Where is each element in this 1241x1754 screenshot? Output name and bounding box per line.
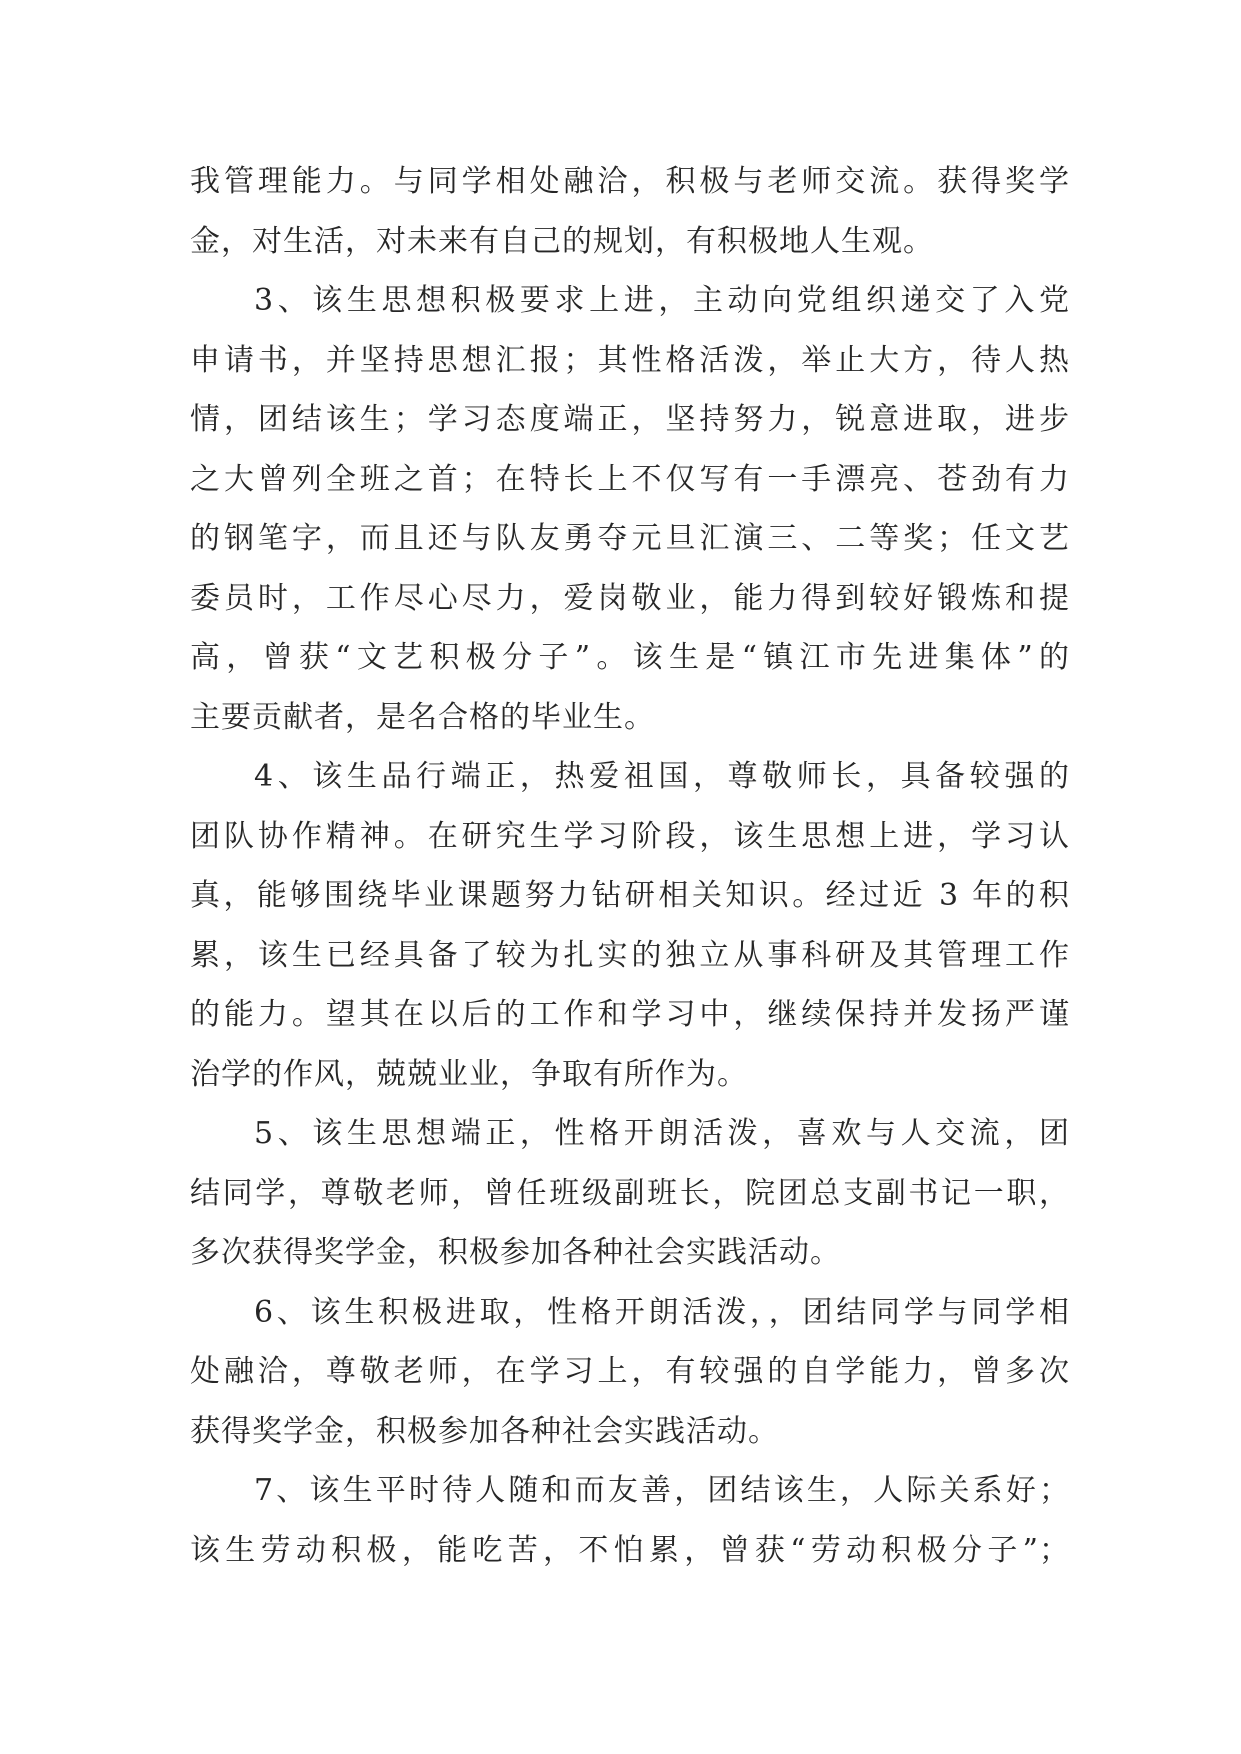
text-line: 6、该生积极进取，性格开朗活泼，，团结同学与同学相 bbox=[254, 1294, 1070, 1330]
text-line: 之大曾列全班之首；在特长上不仅写有一手漂亮、苍劲有力 bbox=[190, 461, 1070, 497]
paragraph-continuation bbox=[190, 152, 1070, 271]
text-line: 4、该生品行端正，热爱祖国，尊敬师长，具备较强的 bbox=[254, 759, 1070, 794]
text-line: 获得奖学金，积极参加各种社会实践活动。 bbox=[190, 1413, 779, 1449]
text-line: 我管理能力。与同学相处融洽，积极与老师交流。获得奖学 bbox=[190, 164, 1070, 199]
text-line: 5、该生思想端正，性格开朗活泼，喜欢与人交流，团 bbox=[254, 1116, 1070, 1151]
text-line: 7、该生平时待人随和而友善，团结该生，人际关系好； bbox=[254, 1473, 1070, 1508]
text-line: 3、该生思想积极要求上进，主动向党组织递交了入党 bbox=[254, 283, 1070, 318]
paragraph-item-6 bbox=[190, 1283, 1070, 1462]
text-line: 多次获得奖学金，积极参加各种社会实践活动。 bbox=[190, 1235, 841, 1270]
text-line: 高，曾获“文艺积极分子”。该生是“镇江市先进集体”的 bbox=[190, 640, 1070, 675]
text-line: 治学的作风，兢兢业业，争取有所作为。 bbox=[190, 1056, 748, 1092]
text-line: 团队协作精神。在研究生学习阶段，该生思想上进，学习认 bbox=[190, 818, 1070, 854]
text-line: 处融洽，尊敬老师，在学习上，有较强的自学能力，曾多次 bbox=[190, 1354, 1070, 1389]
text-line: 委员时，工作尽心尽力，爱岗敬业，能力得到较好锻炼和提 bbox=[190, 580, 1070, 616]
document-body bbox=[190, 152, 1070, 1580]
text-line: 真，能够围绕毕业课题努力钻研相关知识。经过近 3 年的积 bbox=[190, 878, 1070, 913]
text-line: 的能力。望其在以后的工作和学习中，继续保持并发扬严谨 bbox=[190, 997, 1070, 1032]
text-line: 结同学，尊敬老师，曾任班级副班长，院团总支副书记一职， bbox=[190, 1175, 1070, 1211]
text-line: 主要贡献者，是名合格的毕业生。 bbox=[190, 699, 655, 735]
paragraph-item-4 bbox=[190, 747, 1070, 1104]
paragraph-item-3 bbox=[190, 271, 1070, 747]
text-line: 累，该生已经具备了较为扎实的独立从事科研及其管理工作 bbox=[190, 937, 1070, 973]
text-line: 的钢笔字，而且还与队友勇夺元旦汇演三、二等奖；任文艺 bbox=[190, 521, 1070, 556]
text-line: 情，团结该生；学习态度端正，坚持努力，锐意进取，进步 bbox=[190, 402, 1070, 437]
text-line: 金，对生活，对未来有自己的规划，有积极地人生观。 bbox=[190, 223, 934, 259]
paragraph-item-7 bbox=[190, 1461, 1070, 1580]
paragraph-item-5 bbox=[190, 1104, 1070, 1283]
text-line: 申请书，并坚持思想汇报；其性格活泼，举止大方，待人热 bbox=[190, 342, 1070, 378]
text-line: 该生劳动积极，能吃苦，不怕累，曾获“劳动积极分子”； bbox=[190, 1532, 1070, 1568]
